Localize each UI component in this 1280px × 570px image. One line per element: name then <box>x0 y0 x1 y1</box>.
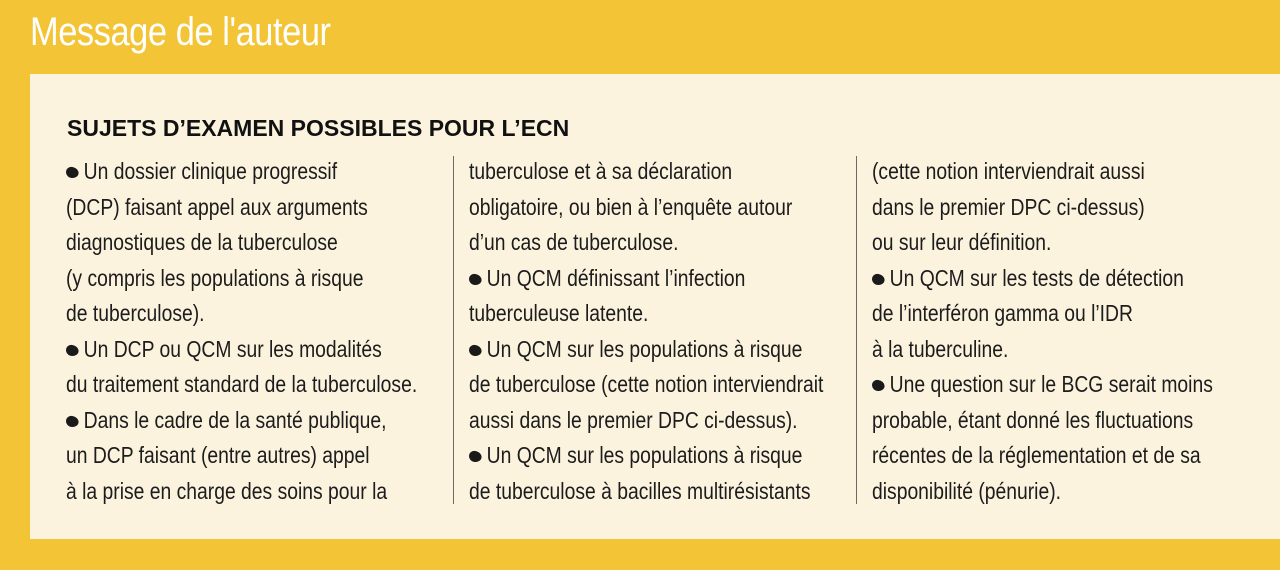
text-line <box>872 474 1208 510</box>
text-line <box>469 474 811 510</box>
bullet-icon <box>468 273 482 286</box>
text-line <box>66 403 398 439</box>
text-line <box>469 367 824 403</box>
text-line <box>469 154 803 190</box>
bullet-icon <box>65 415 79 428</box>
text-line <box>66 474 398 510</box>
text-line <box>872 367 1213 403</box>
line-text: (DCP) faisant appel aux arguments <box>66 193 368 220</box>
text-line <box>469 296 803 332</box>
line-text: Un QCM sur les populations à risque <box>486 442 803 468</box>
column-divider <box>453 156 454 504</box>
text-line <box>872 261 1208 297</box>
text-line <box>66 154 398 190</box>
line-text: un DCP faisant (entre autres) appel <box>66 442 370 468</box>
line-text: de tuberculose à bacilles multirésistants <box>469 477 811 504</box>
bullet-icon <box>65 344 79 357</box>
text-line <box>469 261 803 297</box>
text-line <box>872 332 1208 368</box>
page-title: Message de l'auteur <box>30 10 331 54</box>
text-line <box>66 332 398 368</box>
text-line <box>469 332 803 368</box>
text-line <box>66 261 398 297</box>
text-line <box>469 438 803 474</box>
line-text: tuberculose et à sa déclaration <box>469 158 733 184</box>
line-text: tuberculeuse latente. <box>469 300 649 326</box>
line-text: Un QCM sur les populations à risque <box>486 335 803 362</box>
bullet-icon <box>871 379 885 392</box>
line-text: Un QCM définissant l’infection <box>486 264 746 291</box>
line-text: probable, étant donné les fluctuations <box>872 406 1194 433</box>
line-text: Un DCP ou QCM sur les modalités <box>83 335 382 362</box>
line-text: de l’interféron gamma ou l’IDR <box>872 300 1133 326</box>
line-text: diagnostiques de la tuberculose <box>66 229 338 255</box>
line-text: dans le premier DPC ci-dessus) <box>872 193 1145 220</box>
text-line <box>872 438 1208 474</box>
text-line <box>66 225 398 261</box>
line-text: aussi dans le premier DPC ci-dessus). <box>469 406 798 433</box>
text-line <box>66 367 418 403</box>
line-text: à la tuberculine. <box>872 335 1009 362</box>
text-line <box>469 225 803 261</box>
bullet-icon <box>468 344 482 357</box>
bullet-icon <box>871 273 885 286</box>
text-line <box>872 190 1208 226</box>
line-text: (cette notion interviendrait aussi <box>872 158 1145 184</box>
text-column-2 <box>469 154 867 504</box>
text-line <box>469 190 803 226</box>
text-line <box>66 190 398 226</box>
line-text: Un dossier clinique progressif <box>83 158 338 184</box>
bullet-icon <box>468 450 482 463</box>
column-divider <box>856 156 857 504</box>
text-line <box>66 296 398 332</box>
author-message-panel <box>30 74 1280 539</box>
line-text: à la prise en charge des soins pour la <box>66 477 388 504</box>
text-line <box>872 154 1208 190</box>
line-text: disponibilité (pénurie). <box>872 477 1062 504</box>
line-text: récentes de la réglementation et de sa <box>872 442 1201 468</box>
line-text: ou sur leur définition. <box>872 229 1052 255</box>
line-text: d’un cas de tuberculose. <box>469 229 679 255</box>
line-text: de tuberculose). <box>66 300 205 326</box>
text-line <box>872 403 1208 439</box>
section-heading: SUJETS D’EXAMEN POSSIBLES POUR L’ECN <box>67 115 570 141</box>
text-line <box>66 438 398 474</box>
text-line <box>469 403 803 439</box>
text-line <box>872 296 1208 332</box>
line-text: Dans le cadre de la santé publique, <box>83 406 387 433</box>
text-line <box>872 225 1208 261</box>
line-text: Une question sur le BCG serait moins <box>889 371 1213 397</box>
line-text: Un QCM sur les tests de détection <box>889 264 1184 291</box>
line-text: (y compris les populations à risque <box>66 264 364 291</box>
text-column-1 <box>66 154 461 504</box>
line-text: de tuberculose (cette notion interviendrait <box>469 371 824 397</box>
line-text: obligatoire, ou bien à l’enquête autour <box>469 193 793 220</box>
bullet-icon <box>65 166 79 179</box>
text-column-3 <box>872 154 1272 504</box>
line-text: du traitement standard de la tuberculose. <box>66 371 418 397</box>
